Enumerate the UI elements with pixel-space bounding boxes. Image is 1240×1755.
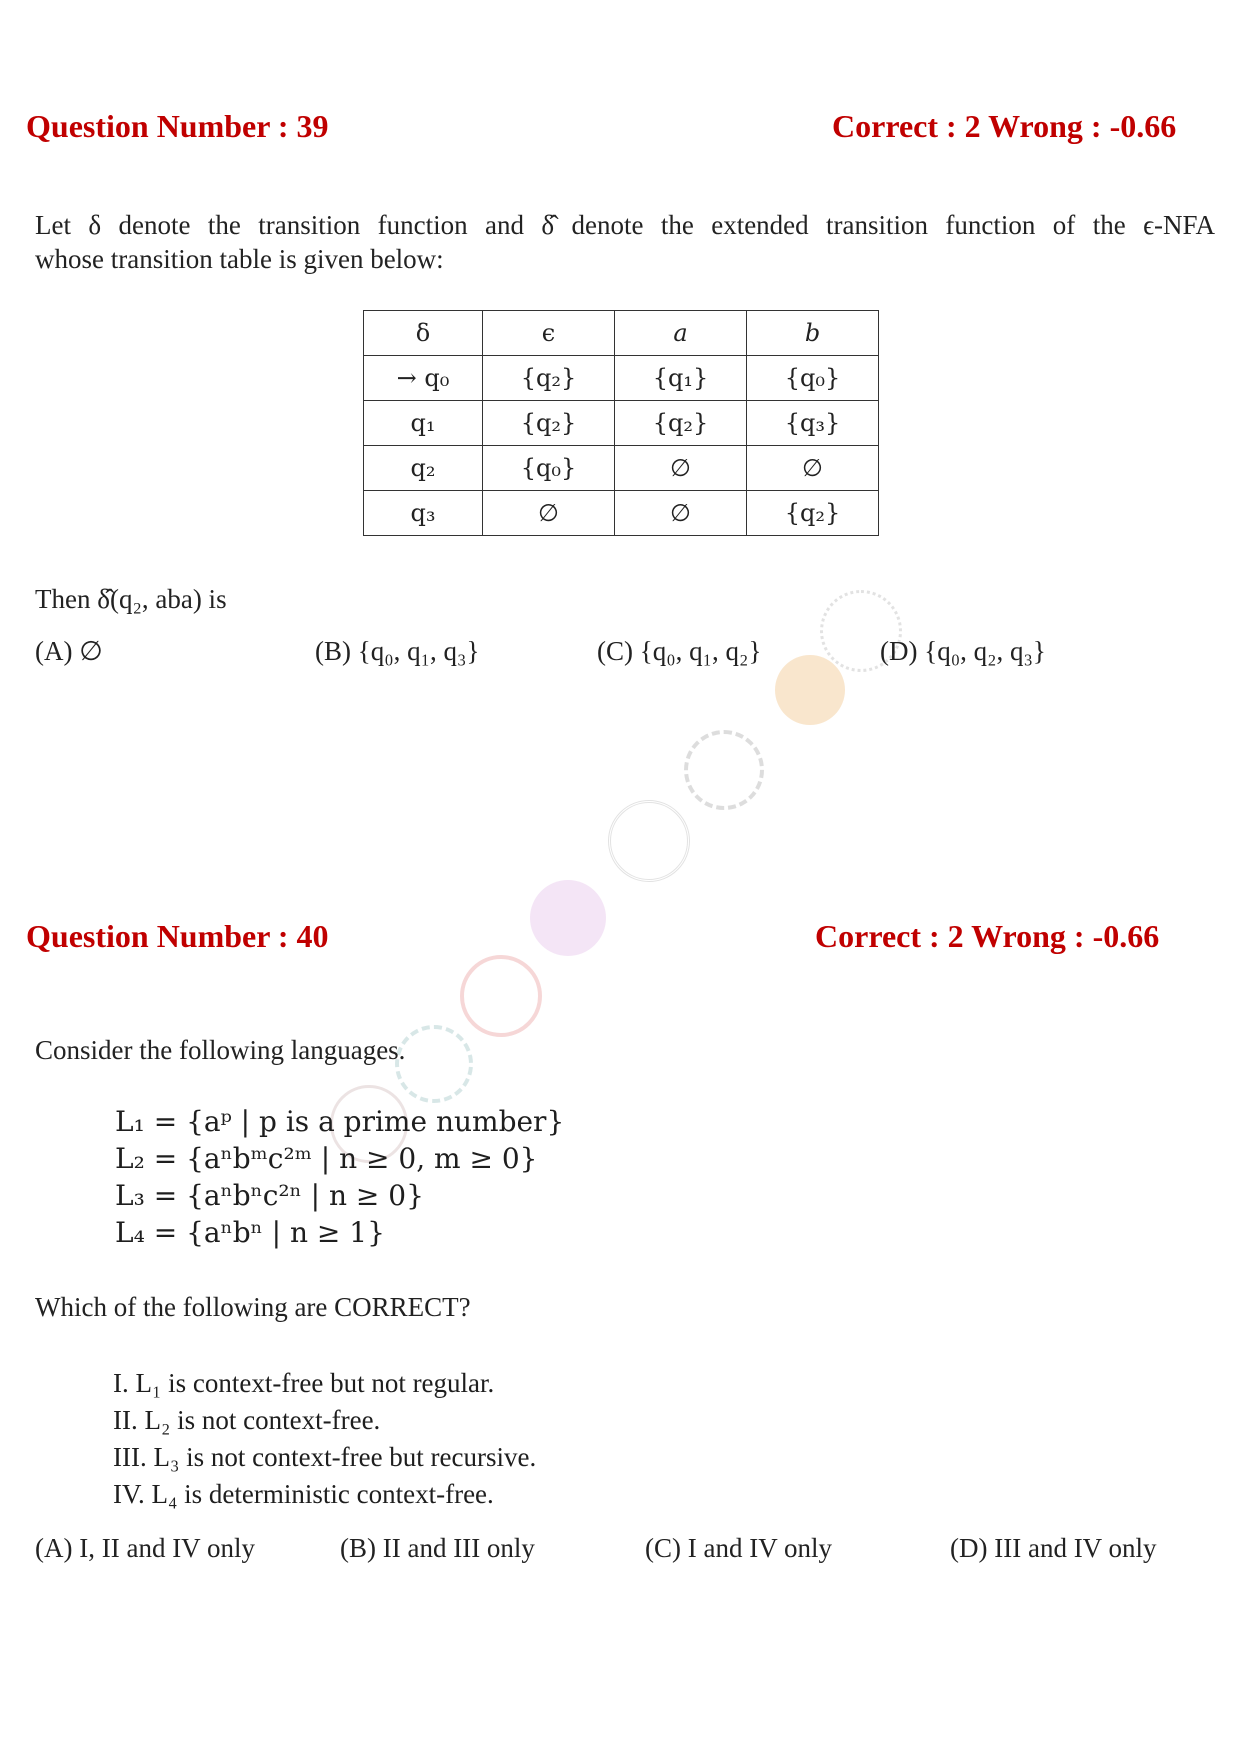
table-row	[364, 401, 879, 446]
language-l4: L₄ = {aⁿbⁿ | n ≥ 1}	[115, 1216, 385, 1249]
table-cell: ∅	[615, 491, 747, 536]
language-l2: L₂ = {aⁿbᵐc²ᵐ | n ≥ 0, m ≥ 0}	[115, 1142, 538, 1175]
q39-option-c[interactable]: (C) {q₀, q₁, q₂}	[597, 636, 762, 666]
q40-option-c[interactable]: (C) I and IV only	[645, 1533, 832, 1563]
table-cell: ∅	[747, 446, 879, 491]
question-39-intro-line2: whose transition table is given below:	[35, 244, 444, 274]
question-40-prompt: Which of the following are CORRECT?	[35, 1292, 471, 1322]
q39-option-a[interactable]: (A) ∅	[35, 636, 103, 666]
table-cell: → q₀	[364, 356, 483, 401]
table-row	[364, 446, 879, 491]
statement-ii: II. L₂ is not context-free.	[113, 1405, 381, 1435]
statement-iii: III. L₃ is not context-free but recursive.	[113, 1442, 537, 1472]
watermark-seal-7	[395, 1025, 473, 1103]
watermark-seal-5	[530, 880, 606, 956]
watermark-seal-3	[684, 730, 764, 810]
q39-option-b[interactable]: (B) {q₀, q₁, q₃}	[315, 636, 480, 666]
watermark-seal-6	[460, 955, 542, 1037]
language-list	[115, 1103, 564, 1251]
table-header-cell: b	[747, 311, 879, 356]
table-cell: ∅	[483, 491, 615, 536]
q40-option-a[interactable]: (A) I, II and IV only	[35, 1533, 255, 1563]
table-header-cell: ϵ	[483, 311, 615, 356]
table-cell: q₁	[364, 401, 483, 446]
table-cell: {q₂}	[483, 356, 615, 401]
question-40-number: Question Number : 40	[26, 918, 329, 954]
table-cell: ∅	[615, 446, 747, 491]
q40-option-d[interactable]: (D) III and IV only	[950, 1533, 1157, 1563]
table-cell: {q₂}	[483, 401, 615, 446]
statement-list	[113, 1365, 536, 1513]
table-header-row	[364, 311, 879, 356]
question-39-marks: Correct : 2 Wrong : -0.66	[832, 108, 1177, 144]
transition-table	[363, 310, 879, 536]
q40-option-b[interactable]: (B) II and III only	[340, 1533, 535, 1563]
transition-table-wrapper	[363, 310, 879, 536]
question-40-intro: Consider the following languages.	[35, 1035, 406, 1065]
question-39-intro-line1: Let δ denote the transition function and δ̂ denote the extended transition function of the ϵ-NFA	[35, 210, 1215, 240]
table-row	[364, 491, 879, 536]
table-cell: {q₂}	[747, 491, 879, 536]
question-39-prompt: Then δ̂(q₂, aba) is	[35, 584, 227, 614]
statement-iv: IV. L₄ is deterministic context-free.	[113, 1479, 494, 1509]
q39-option-d[interactable]: (D) {q₀, q₂, q₃}	[880, 636, 1046, 666]
question-40-marks: Correct : 2 Wrong : -0.66	[815, 918, 1160, 954]
table-cell: {q₃}	[747, 401, 879, 446]
table-cell: {q₁}	[615, 356, 747, 401]
question-39-number: Question Number : 39	[26, 108, 329, 144]
statement-i: I. L₁ is context-free but not regular.	[113, 1368, 495, 1398]
table-header-cell: δ	[364, 311, 483, 356]
language-l1: L₁ = {aᵖ | p is a prime number}	[115, 1105, 565, 1138]
table-cell: {q₀}	[483, 446, 615, 491]
table-header-cell: a	[615, 311, 747, 356]
watermark-seal-4	[608, 800, 690, 882]
table-row	[364, 356, 879, 401]
table-cell: {q₂}	[615, 401, 747, 446]
table-cell: q₂	[364, 446, 483, 491]
language-l3: L₃ = {aⁿbⁿc²ⁿ | n ≥ 0}	[115, 1179, 424, 1212]
watermark-seal-2	[775, 655, 845, 725]
table-cell: {q₀}	[747, 356, 879, 401]
table-cell: q₃	[364, 491, 483, 536]
